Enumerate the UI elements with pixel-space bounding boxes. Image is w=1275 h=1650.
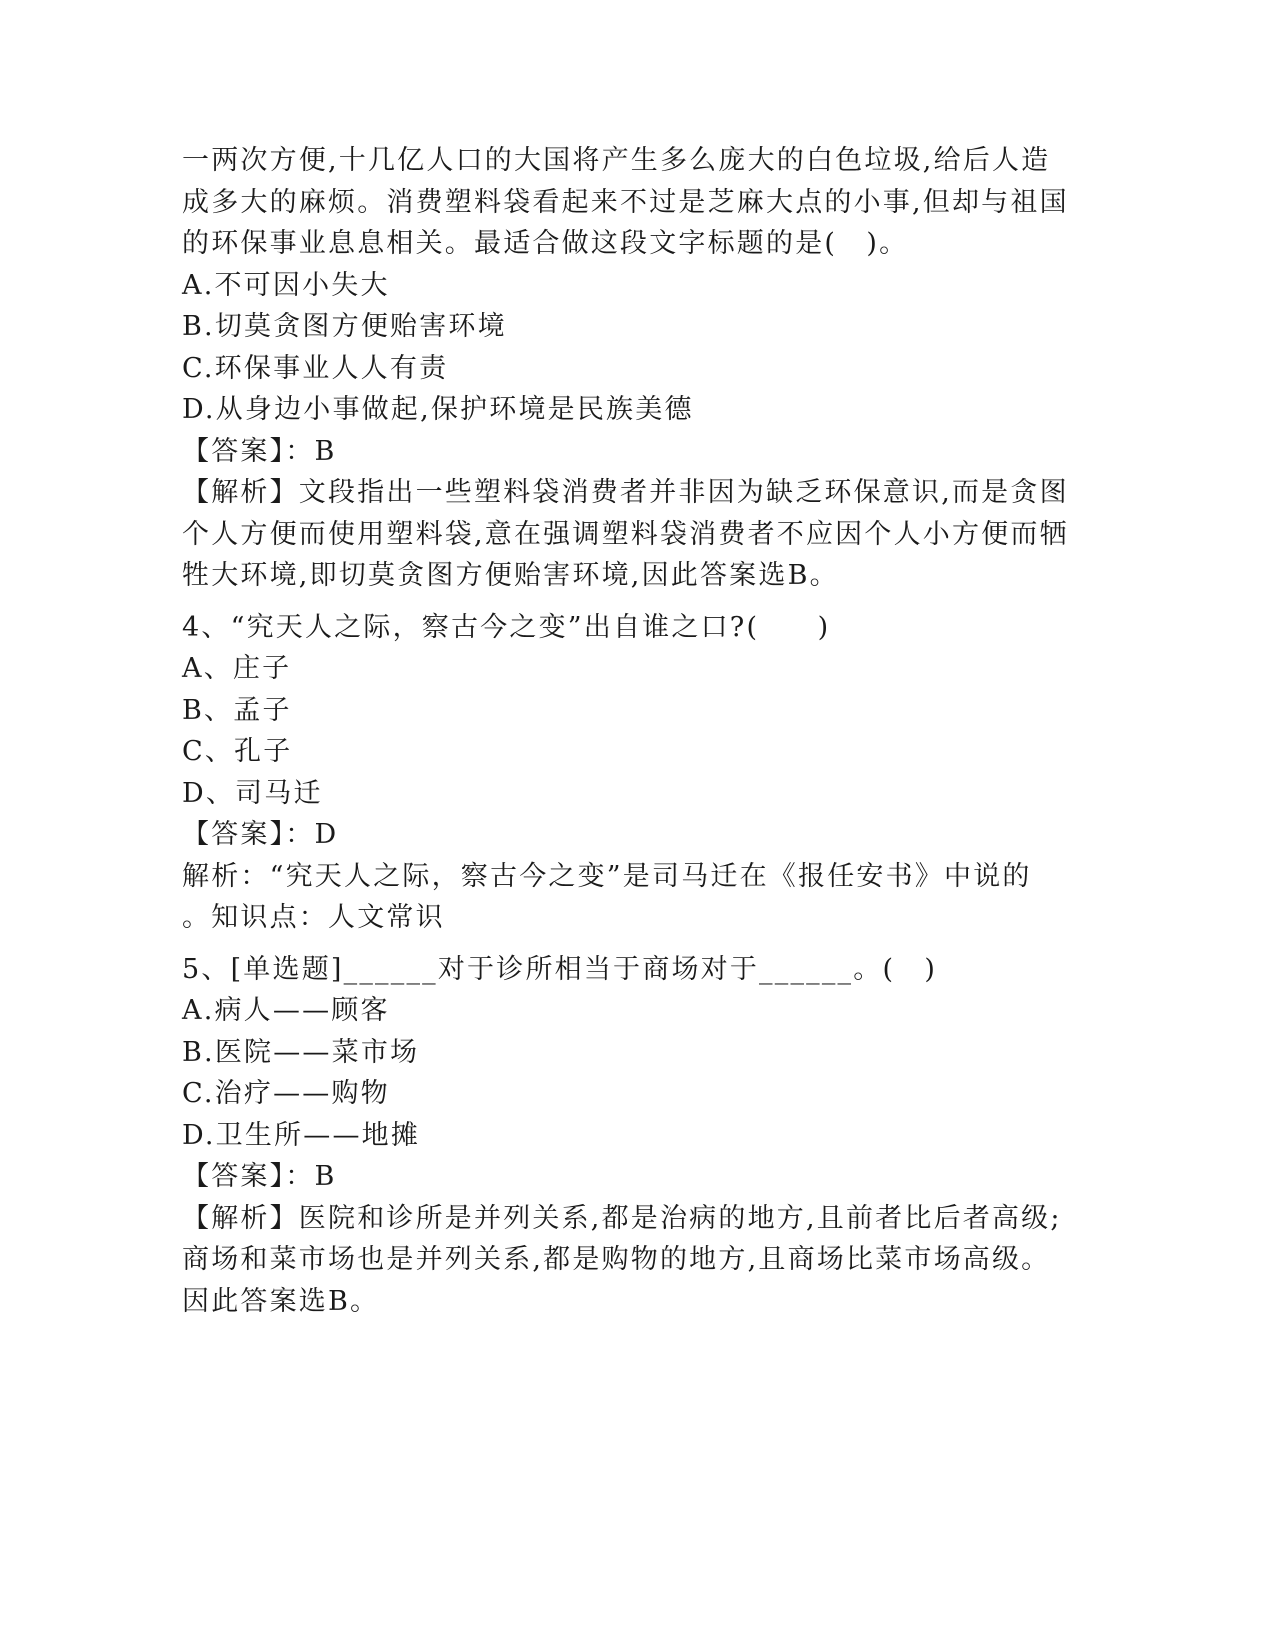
option-c: C、孔子	[182, 736, 293, 767]
option-c: C.环保事业人人有责	[182, 352, 449, 384]
answer-line: 【答案】：D	[182, 819, 339, 850]
answer-line: 【答案】：B	[182, 435, 337, 467]
analysis-line: 【解析】医院和诊所是并列关系,都是治病的地方,且前者比后者高级;	[182, 1202, 1062, 1234]
question-stem-line: 一两次方便,十几亿人口的大国将产生多么庞大的白色垃圾,给后人造	[182, 145, 1051, 176]
option-b: B.切莫贪图方便贻害环境	[182, 311, 507, 342]
question-4-block	[182, 607, 1062, 939]
answer-line: 【答案】：B	[182, 1161, 337, 1192]
option-d: D.从身边小事做起,保护环境是民族美德	[182, 394, 694, 425]
question-stem-line: 成多大的麻烦。消费塑料袋看起来不过是芝麻大点的小事,但却与祖国	[182, 186, 1069, 218]
analysis-line: 个人方便而使用塑料袋,意在强调塑料袋消费者不应因个人小方便而牺	[182, 518, 1069, 550]
option-d: D、司马迁	[182, 777, 323, 809]
option-a: A.病人——顾客	[182, 995, 390, 1026]
spacer	[182, 939, 1062, 949]
option-b: B.医院——菜市场	[182, 1036, 420, 1068]
option-a: A、庄子	[182, 653, 292, 684]
document-page	[182, 140, 1069, 1322]
option-a: A.不可因小失大	[182, 269, 390, 301]
question-3-block	[182, 140, 1069, 597]
spacer	[182, 597, 1062, 607]
analysis-line: 因此答案选B。	[182, 1285, 380, 1317]
analysis-line: 商场和菜市场也是并列关系,都是购物的地方,且商场比菜市场高级。	[182, 1244, 1051, 1275]
analysis-line: 解析：“究天人之际，察古今之变”是司马迁在《报任安书》中说的	[182, 860, 1032, 892]
question-stem: 5、[单选题]______对于诊所相当于商场对于______。( )	[182, 953, 938, 985]
option-d: D.卫生所——地摊	[182, 1119, 421, 1151]
analysis-line: 【解析】文段指出一些塑料袋消费者并非因为缺乏环保意识,而是贪图	[182, 477, 1069, 508]
option-b: B、孟子	[182, 694, 292, 726]
question-5-block	[182, 949, 1062, 1323]
option-c: C.治疗——购物	[182, 1078, 390, 1109]
analysis-line: 牲大环境,即切莫贪图方便贻害环境,因此答案选B。	[182, 560, 839, 591]
analysis-line: 。知识点：人文常识	[182, 902, 445, 933]
question-stem-line: 的环保事业息息相关。最适合做这段文字标题的是( )。	[182, 228, 909, 259]
question-stem: 4、“究天人之际，察古今之变”出自谁之口?( )	[182, 611, 831, 643]
